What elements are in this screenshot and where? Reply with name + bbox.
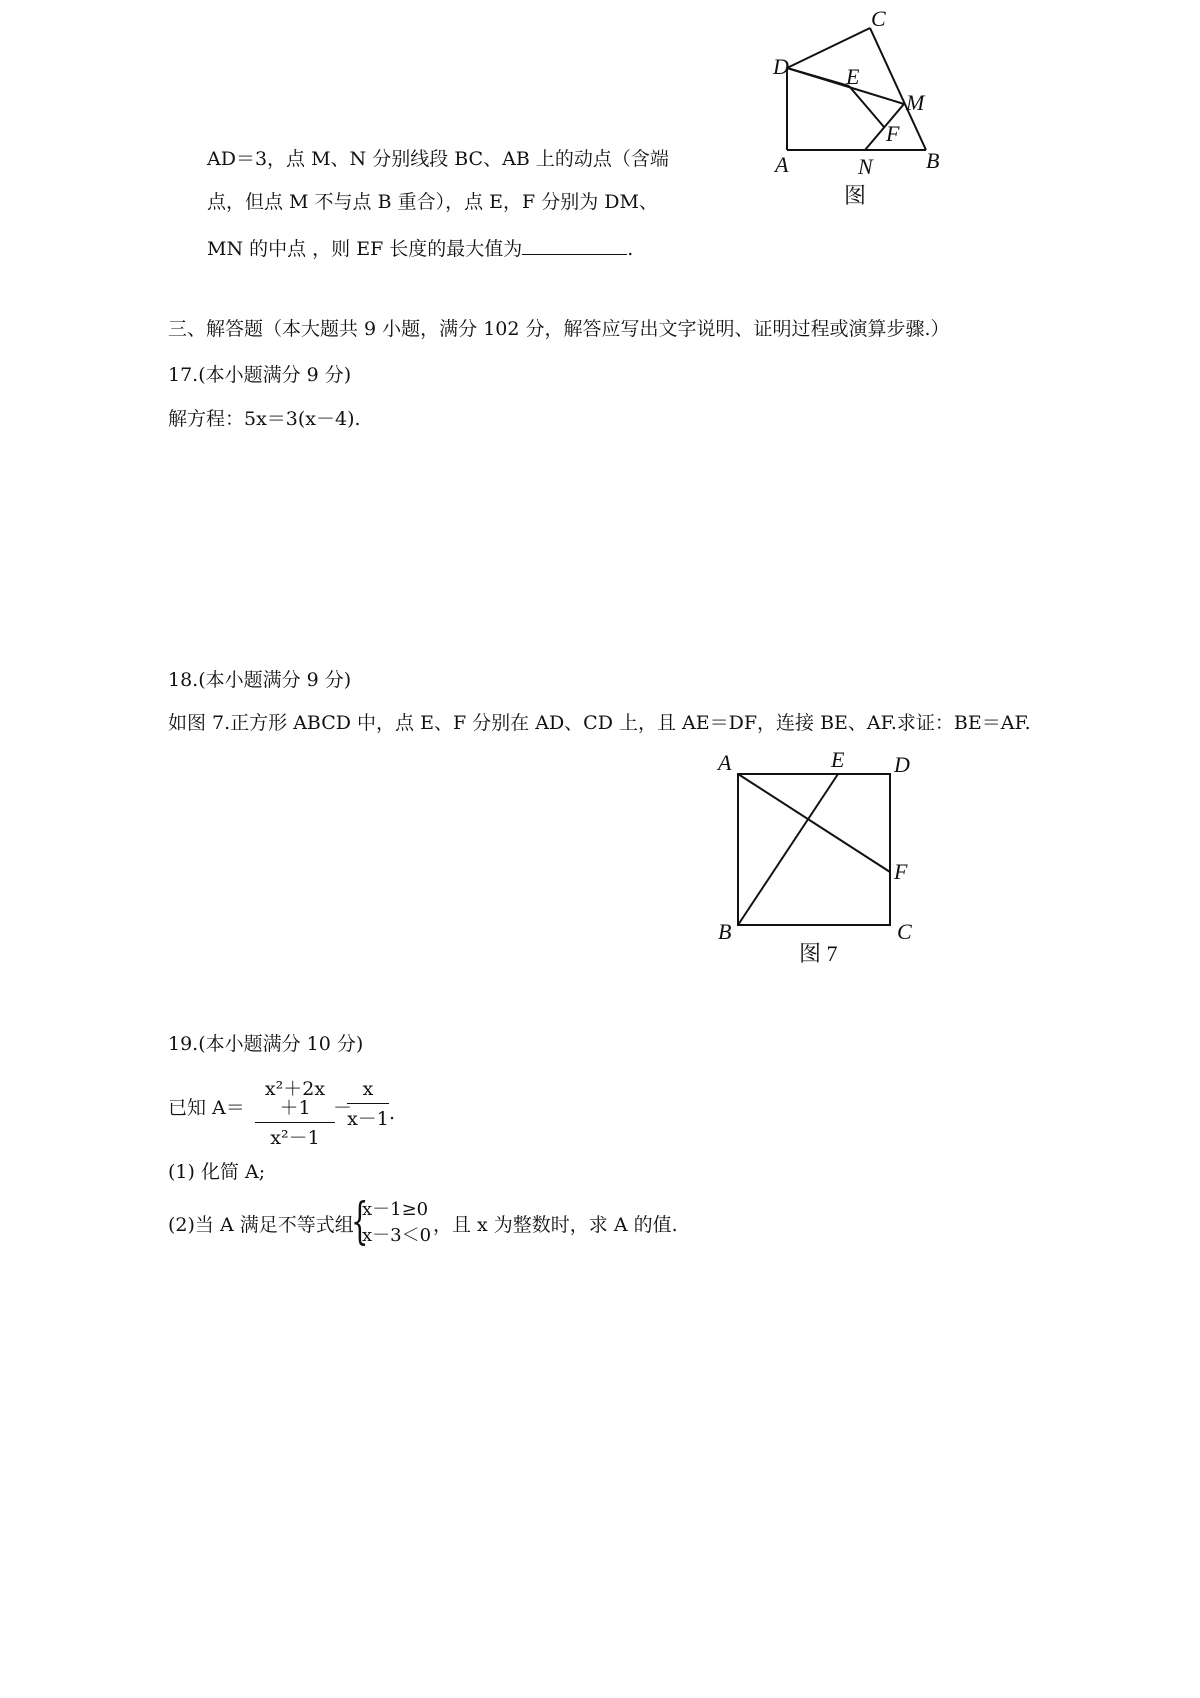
q18-figure <box>700 740 940 970</box>
fraction-2-numerator: x <box>362 1078 374 1100</box>
segment-be <box>738 774 838 925</box>
left-brace: { <box>351 1192 369 1250</box>
label-e: E <box>831 747 845 772</box>
q17-text: 解方程：5x＝3(x－4). <box>168 408 361 430</box>
label-a: A <box>718 750 732 775</box>
label-f: F <box>886 121 900 146</box>
label-b: B <box>718 919 732 944</box>
fraction-1-denominator: x²－1 <box>270 1127 320 1149</box>
q16-line3-end: . <box>627 238 634 260</box>
inequality-1: x－1≥0 <box>362 1199 429 1220</box>
figure-caption: 图 <box>844 183 867 208</box>
label-a: A <box>775 152 789 177</box>
q19-part2-suffix: ，且 x 为整数时，求 A 的值. <box>433 1214 678 1236</box>
fraction-1 <box>255 1080 335 1148</box>
square-abcd <box>738 774 890 925</box>
q19-minus: － <box>333 1097 353 1119</box>
fraction-1-numerator: x²＋2x＋1 <box>264 1078 326 1119</box>
q19-given-prefix: 已知 A＝ <box>168 1097 245 1119</box>
label-m: M <box>906 90 925 115</box>
fraction-2 <box>347 1080 389 1129</box>
section-heading: 三、解答题（本大题共 9 小题，满分 102 分，解答应写出文字说明、证明过程或演算步骤.） <box>168 318 950 340</box>
figure-caption: 图 7 <box>799 941 838 966</box>
label-n: N <box>858 154 873 179</box>
segment-de <box>787 68 849 86</box>
q18-text: 如图 7.正方形 ABCD 中，点 E、F 分别在 AD、CD 上，且 AE＝DF，连接 BE、AF.求证：BE＝AF. <box>168 712 1031 734</box>
segment-cd <box>787 28 870 68</box>
q19-title: 19.(本小题满分 10 分) <box>168 1033 364 1055</box>
fraction-2-denominator: x－1 <box>347 1108 389 1130</box>
q17-title: 17.(本小题满分 9 分) <box>168 364 352 386</box>
label-d: D <box>773 54 789 79</box>
q16-line3 <box>207 237 633 259</box>
label-d: D <box>894 752 910 777</box>
label-c: C <box>871 6 886 31</box>
q16-line3-text: MN 的中点 ，则 EF 长度的最大值为 <box>207 238 523 260</box>
inequality-2: x－3＜0 <box>362 1225 432 1246</box>
q19-part2-prefix: (2)当 A 满足不等式组 <box>168 1214 354 1236</box>
label-b: B <box>926 148 940 173</box>
q16-line2: 点，但点 M 不与点 B 重合），点 E，F 分别为 DM、 <box>207 191 658 213</box>
label-c: C <box>897 919 912 944</box>
segment-af <box>738 774 890 872</box>
q19-given-end: . <box>389 1102 396 1124</box>
answer-blank <box>522 237 627 255</box>
q16-line1: AD＝3，点 M、N 分别线段 BC、AB 上的动点（含端 <box>207 148 669 170</box>
q19-part1: (1) 化简 A; <box>168 1161 266 1183</box>
label-e: E <box>846 64 860 89</box>
q18-title: 18.(本小题满分 9 分) <box>168 669 352 691</box>
label-f: F <box>894 859 908 884</box>
q16-figure <box>760 0 990 215</box>
